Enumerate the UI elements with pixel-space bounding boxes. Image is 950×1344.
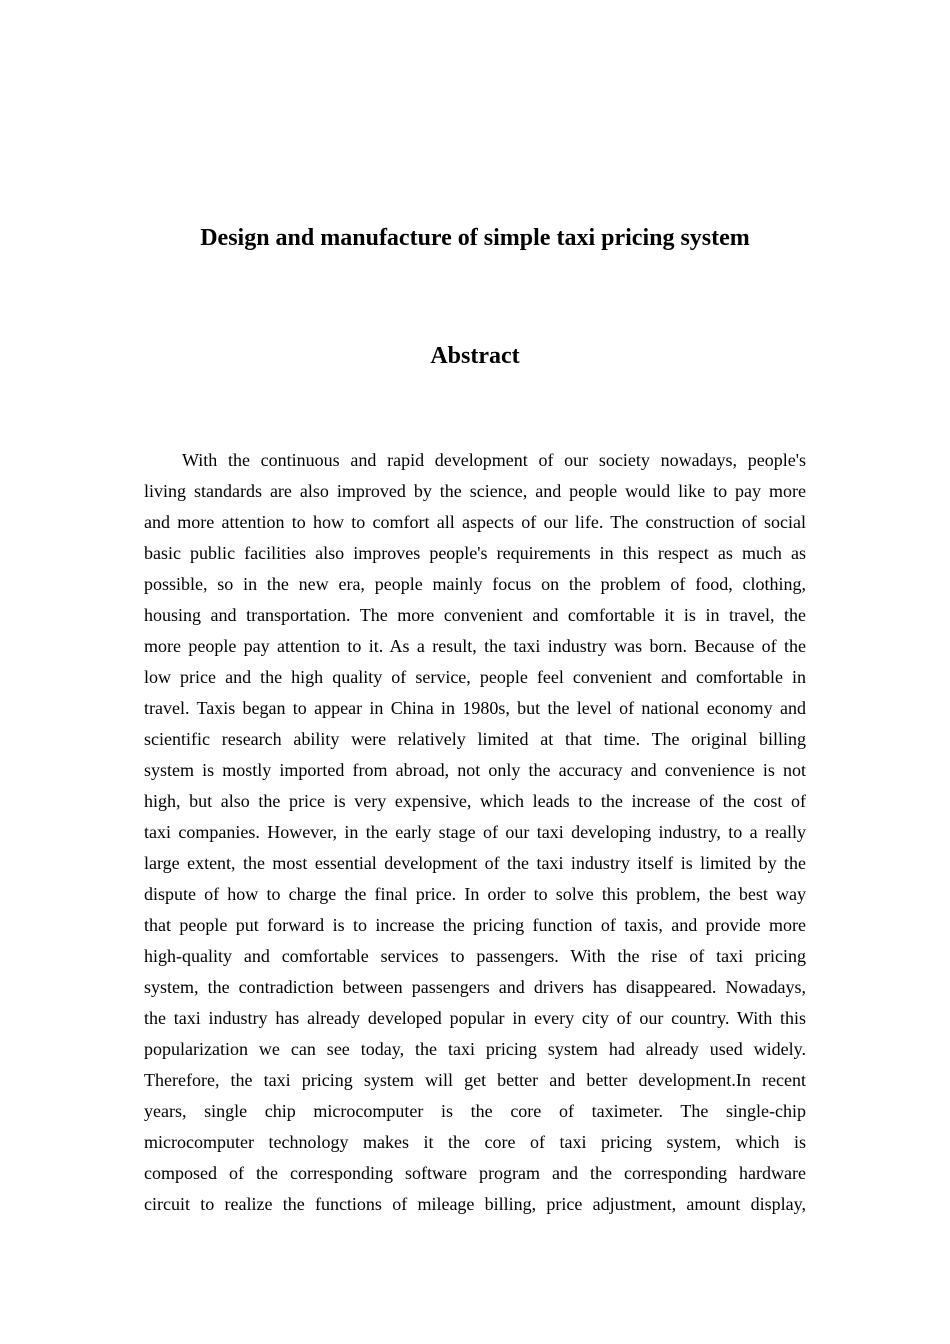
abstract-line: circuit to realize the functions of mileage billing, price adjustment, amount display, [144, 1194, 806, 1214]
abstract-line: composed of the corresponding software program and the corresponding hardware [144, 1163, 806, 1183]
abstract-line: possible, so in the new era, people mainly focus on the problem of food, clothing, [144, 574, 806, 594]
abstract-line: dispute of how to charge the final price. In order to solve this problem, the best way [144, 884, 806, 904]
paper-title: Design and manufacture of simple taxi pricing system [200, 225, 750, 251]
abstract-line: living standards are also improved by the science, and people would like to pay more [144, 481, 806, 501]
abstract-line: housing and transportation. The more convenient and comfortable it is in travel, the [144, 605, 806, 625]
abstract-line: taxi companies. However, in the early stage of our taxi developing industry, to a really [144, 822, 806, 842]
abstract-line: high-quality and comfortable services to passengers. With the rise of taxi pricing [144, 946, 806, 966]
abstract-line: the taxi industry has already developed popular in every city of our country. With this [144, 1008, 806, 1028]
abstract-line: With the continuous and rapid development of our society nowadays, people's [182, 450, 806, 470]
abstract-line: low price and the high quality of service, people feel convenient and comfortable in [144, 667, 806, 687]
abstract-line: system, the contradiction between passengers and drivers has disappeared. Nowadays, [144, 977, 806, 997]
abstract-line: scientific research ability were relatively limited at that time. The original billing [144, 729, 806, 749]
abstract-line: high, but also the price is very expensive, which leads to the increase of the cost of [144, 791, 806, 811]
abstract-line: microcomputer technology makes it the core of taxi pricing system, which is [144, 1132, 806, 1152]
abstract-heading: Abstract [430, 343, 520, 369]
abstract-body [144, 445, 806, 1220]
abstract-line: that people put forward is to increase the pricing function of taxis, and provide more [144, 915, 806, 935]
abstract-line: basic public facilities also improves people's requirements in this respect as much as [144, 543, 806, 563]
abstract-line: travel. Taxis began to appear in China in 1980s, but the level of national economy and [144, 698, 806, 718]
abstract-line: years, single chip microcomputer is the core of taximeter. The single-chip [144, 1101, 806, 1121]
abstract-line: system is mostly imported from abroad, not only the accuracy and convenience is not [144, 760, 806, 780]
abstract-line: more people pay attention to it. As a result, the taxi industry was born. Because of the [144, 636, 806, 656]
abstract-line: and more attention to how to comfort all aspects of our life. The construction of social [144, 512, 806, 532]
abstract-line: Therefore, the taxi pricing system will get better and better development.In recent [144, 1070, 806, 1090]
abstract-line: popularization we can see today, the taxi pricing system had already used widely. [144, 1039, 806, 1059]
abstract-line: large extent, the most essential development of the taxi industry itself is limited by the [144, 853, 806, 873]
